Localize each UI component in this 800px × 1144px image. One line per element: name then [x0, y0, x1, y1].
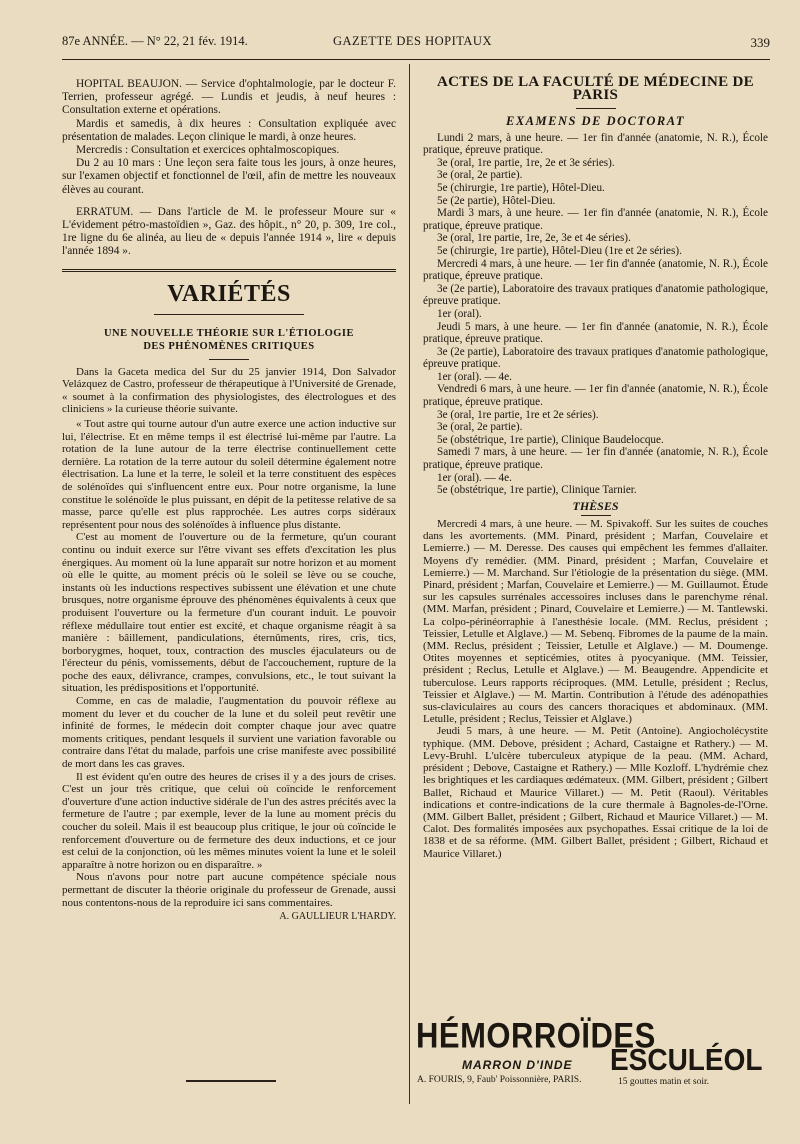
- page-header: [62, 34, 770, 54]
- header-rule: [62, 59, 770, 60]
- ad-dosage: 15 gouttes matin et soir.: [618, 1077, 710, 1087]
- erratum: ERRATUM. — Dans l'article de M. le professeur Moure sur « L'évidement pétro-mastoïdien », Gaz. des hôpit., n° 20, p. 309, 1re col., 1re ligne du 6e alinéa, au lieu de « depuis l'année 1914 », lire « depuis l'année 1894 ».: [62, 205, 396, 258]
- ad-address: A. FOURIS, 9, Faub' Poissonnière, PARIS.: [417, 1075, 582, 1085]
- exam-line: Vendredi 6 mars, à une heure. — 1er fin d'année (anatomie, N. R.), École pratique, épreuve pratique.: [423, 383, 768, 409]
- journal-name: GAZETTE DES HOPITAUX: [333, 34, 492, 48]
- exam-line: 3e (2e partie), Laboratoire des travaux pratiques d'anatomie pathologique, épreuve pratique.: [423, 345, 768, 371]
- exam-line: 5e (obstétrique, 1re partie), Clinique Tarnier.: [437, 484, 637, 497]
- article-rule: [209, 359, 249, 360]
- article-signature: A. GAULLIEUR L'HARDY.: [279, 911, 396, 923]
- theses-rule: [581, 515, 611, 516]
- section-rule: [62, 269, 396, 272]
- exam-line: 5e (obstétrique, 1re partie), Clinique Baudelocque.: [437, 433, 664, 446]
- column-divider: [409, 64, 410, 1104]
- article-para-1: Dans la Gaceta medica del Sur du 25 janvier 1914, Don Salvador Velázquez de Castro, professeur de thérapeutique à l'Université de Grenade, « soumet à la confirmation des physiologistes, des électrologues et des cliniciens » la curieuse théorie suivante.: [62, 365, 396, 416]
- ad-product-hemorroides: HÉMORROÏDES: [416, 1015, 656, 1056]
- beaujon-para-2: Mardis et samedis, à dix heures : Consultation expliquée avec présentation de malades. Leçon clinique le mardi, à onze heures.: [62, 117, 396, 143]
- beaujon-para-1: HOPITAL BEAUJON. — Service d'ophtalmologie, par le docteur F. Terrien, professeur agrégé. — Lundis et jeudis, à neuf heures : Consultation externe et opérations.: [62, 78, 396, 117]
- issue-info: 87e ANNÉE. — N° 22, 21 fév. 1914.: [62, 34, 248, 48]
- article-title-2: DES PHÉNOMÈNES CRITIQUES: [143, 340, 315, 352]
- exams-title: EXAMENS DE DOCTORAT: [505, 114, 685, 129]
- article-para-6: Nous n'avons pour notre part aucune compétence spéciale nous permettant de discuter la théorie originale du professeur de Grenade, aussi nous contentons-nous de la reproduire ici sans commentaires.: [62, 871, 396, 909]
- exam-line: 1er (oral).: [437, 307, 482, 320]
- exam-line: 5e (chirurgie, 1re partie), Hôtel-Dieu (1re et 2e séries).: [437, 244, 682, 257]
- exam-line: 1er (oral). — 4e.: [437, 471, 512, 484]
- exam-line: 1er (oral). — 4e.: [437, 370, 512, 383]
- title-rule: [154, 314, 304, 315]
- advertisement: [412, 1015, 772, 1093]
- exams-list: [423, 132, 768, 497]
- exam-line: Jeudi 5 mars, à une heure. — 1er fin d'année (anatomie, N. R.), École pratique, épreuve pratique.: [423, 320, 768, 346]
- faculty-rule: [576, 108, 616, 109]
- page-number: 339: [750, 35, 770, 50]
- exam-line: 3e (oral, 2e partie).: [437, 169, 523, 182]
- article-para-2: « Tout astre qui tourne autour d'un autre exerce une action inductive sur lui, l'électrise. Et en même temps il est électrisé lui-même par l'autre. La rotation de la lune autour de la terre électrise continuellement cette dernière. La rotation de la terre autour du soleil détermine également notre électrisation. La lune et la terre, le soleil et la terre constituent des espèces de solénoïdes qui s'influencent entre eux. Pour notre organisme, la lune constitue le solénoïde le plus puissant, en dépit de la petitesse relative de sa masse, parce qu'elle est plus rapprochée. Les autres corps sidéraux représentent pour nous des solénoïdes à influence plus distante.: [62, 418, 396, 531]
- end-ornament-left: [186, 1080, 276, 1082]
- article-body: [62, 366, 396, 910]
- article-para-5: Il est évident qu'en outre des heures de crises il y a des jours de crises. C'est un jour très critique, que celui où coïncide le renforcement d'ouverture d'une action inductive sidérale de l'un des astres précités avec la fermeture de l'autre ; par exemple, lever de la lune au moment précis du coucher du soleil. Mais il est beaucoup plus critique, le jour où coïncide le renforcement d'ouverture ou de fermeture des deux inductions, et ce jour est celui de la conjonction, où les mêmes minutes voient la lune et le soleil apparaître à notre horizon ou en disparaître. »: [62, 770, 396, 871]
- section-title: VARIÉTÉS: [167, 280, 291, 307]
- exam-line: 3e (oral, 1re partie, 1re, 2e, 3e et 4e séries).: [437, 232, 631, 245]
- exam-line: 3e (2e partie), Laboratoire des travaux pratiques d'anatomie pathologique, épreuve pratique.: [423, 282, 768, 308]
- theses-thursday: Jeudi 5 mars, à une heure. — M. Petit (Antoine). Angiocholécystite typhique. (MM. Debove, président ; Achard, Castaigne et Rathery.) — M. Levy-Bruhl. L'ulcère tuberculeux atypique de la peau. (MM. Achard, président ; Debove, Castaigne et Rathery.) — Mlle Kozloff. L'hydrémie chez les brightiques et les cardiaques œdémateux. (MM. Gilbert, président ; Gilbert Ballet, Richaud et Maurice Villaret.) — M. Petit (Raoul). Véritables indications et contre-indications de la cure thermale à Bagnoles-de-l'Orne. (MM. Gilbert Ballet, président ; Gilbert, Richaud et Maurice Villaret.) — M. Calot. Des formalités imposées aux psychopathes. Essai critique de la loi de 1838 et de sa réforme. (MM. Gilbert Ballet, président ; Gilbert, Richaud et Maurice Villaret.): [423, 725, 768, 860]
- article-para-4: Comme, en cas de maladie, l'augmentation du pouvoir réflexe au moment du lever et du coucher de la lune et du soleil peut revêtir une infinité de formes, le médecin doit compter chaque jour avec quatre moments critiques, pendant lesquels il survient une variation favorable ou contraire dans l'état du malade, parfois une crise manifeste avec possibilité de mort dans les cas graves.: [62, 695, 396, 771]
- left-column: [62, 78, 396, 923]
- theses-title: THÈSES: [572, 498, 619, 513]
- exam-line: 5e (2e partie), Hôtel-Dieu.: [437, 194, 556, 207]
- beaujon-para-3: Mercredis : Consultation et exercices ophtalmoscopiques.: [76, 144, 340, 157]
- faculty-title: ACTES DE LA FACULTÉ DE MÉDECINE DE PARIS: [437, 74, 754, 104]
- exam-line: 3e (oral, 1re partie, 1re, 2e et 3e séries).: [437, 156, 615, 169]
- theses-list: [423, 518, 768, 860]
- article-para-3: C'est au moment de l'ouverture ou de la fermeture, qu'un courant continu ou induit exerce sur l'être vivant ses effets d'excitation les plus énergiques. Au moment où la lune apparaît sur notre horizon et au moment où elle le quitte, au moment précis où le soleil se lève ou se couche, instants où les inductions respectives subissent une élévation et une chute brusques, notre organisme éprouve des phénomènes équivalents à ceux que produisent l'ouverture ou la fermeture d'un courant induit. Le pouvoir réflexe médullaire tout entier est excité, et chaque organisme réagit à sa manière : bâillement, pandiculations, éternûments, rires, cris, tics, borborygmes, hoquet, toux, contraction des muscles éjaculateurs ou de l'érecteur du pénis, vomissements, début de l'accouchement, rupture de la poche des eaux, délivrance, crampes, convulsions, etc., le tout suivant la situation, les prédispositions et l'opportunité.: [62, 531, 396, 695]
- ad-product-esculeol: ESCULÉOL: [610, 1042, 763, 1077]
- theses-wednesday: Mercredi 4 mars, à une heure. — M. Spivakoff. Sur les suites de couches dans les avortements. (MM. Pinard, président ; Marfan, Couvelaire et Lemierre.) — M. Deresse. Des causes qui empêchent les femmes d'allaiter. Moyens d'y remédier. (MM. Pinard, président ; Marfan, Couvelaire et Lemierre.) — M. Marchand. Sur l'étiologie de la présentation du siège. (MM. Pinard, président ; Marfan, Couvelaire et Lemierre.) — M. Guillaumot. Étude sur les capsules surrénales accessoires incluses dans le parenchyme rénal. (MM. Marfan, président ; Pinard, Couvelaire et Lemierre.) — M. Tantlewski. La colpo-périnéorraphie à l'anesthésie locale. (MM. Reclus, président ; Teissier, Letulle et Alglave.) — M. Sebenq. Fibromes de la paume de la main. (MM. Reclus, président ; Teissier, Letulle et Alglave.) — M. Doumenge. Otites moyennes et septicémies, otites à pyocyanique. (MM. Teissier, président ; Reclus, Letulle et Alglave.) — M. Beaugendre. Appendicite et tuberculose. Leurs rapports réciproques. (MM. Letulle, président ; Reclus, Teissier et Alglave.) — M. Martin. Contribution à l'étude des adénopathies sus-claviculaires au cours des cancers thoraciques et abdominaux. (MM. Letulle, président ; Reclus, Teissier et Alglave.): [423, 518, 768, 726]
- exam-line: Mardi 3 mars, à une heure. — 1er fin d'année (anatomie, N. R.), École pratique, épreuve pratique.: [423, 207, 768, 232]
- exam-line: 5e (chirurgie, 1re partie), Hôtel-Dieu.: [437, 181, 605, 194]
- right-column: [423, 76, 768, 860]
- exam-line: Mercredi 4 mars, à une heure. — 1er fin d'année (anatomie, N. R.), École pratique, épreuve pratique.: [423, 257, 768, 283]
- exam-line: Lundi 2 mars, à une heure. — 1er fin d'année (anatomie, N. R.), École pratique, épreuve pratique.: [423, 131, 768, 157]
- exam-line: Samedi 7 mars, à une heure. — 1er fin d'année (anatomie, N. R.), École pratique, épreuve pratique.: [423, 446, 768, 472]
- beaujon-para-4: Du 2 au 10 mars : Une leçon sera faite tous les jours, à onze heures, sur l'examen objectif et fonctionnel de l'œil, afin de mettre les nouveaux élèves au courant.: [62, 157, 396, 196]
- exam-line: 3e (oral, 1re partie, 1re et 2e séries).: [437, 408, 599, 421]
- ad-brand: MARRON D'INDE: [462, 1058, 573, 1072]
- exam-line: 3e (oral, 2e partie).: [437, 421, 523, 434]
- article-title-1: UNE NOUVELLE THÉORIE SUR L'ÉTIOLOGIE: [103, 327, 355, 339]
